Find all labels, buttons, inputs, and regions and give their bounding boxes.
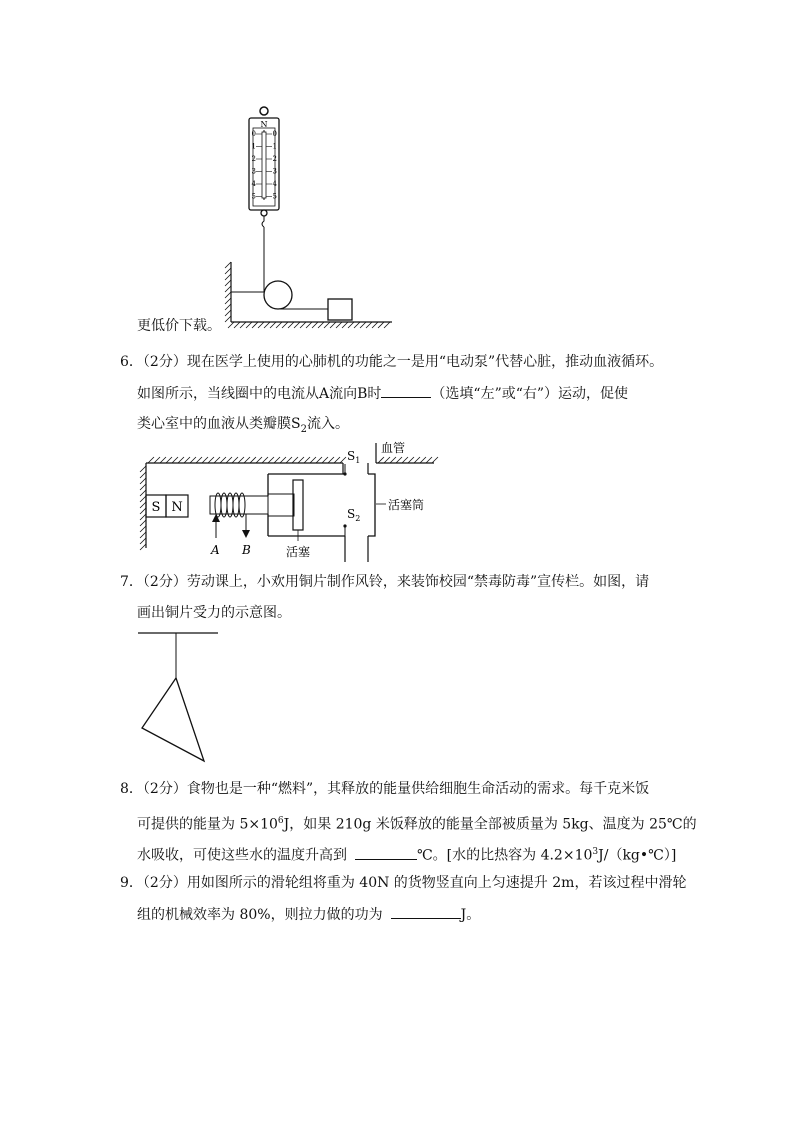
hatch-line xyxy=(372,322,378,328)
hatch-line xyxy=(228,322,234,328)
q9-line1: 9．（2分）用如图所示的滑轮组将重为 40N 的货物竖直向上匀速提升 2m，若该过程中滑轮 xyxy=(120,875,687,891)
hatch-line xyxy=(420,457,426,463)
pulley xyxy=(264,281,292,309)
hatch-line xyxy=(414,457,420,463)
scale-right-tick-label: 1 xyxy=(272,142,277,151)
hatch-line xyxy=(184,457,190,463)
scale-right-tick-label: 4 xyxy=(272,180,277,188)
hatch-line xyxy=(225,268,231,274)
hatch-line xyxy=(202,457,208,463)
q9-number: 9． xyxy=(120,875,143,891)
coil-turn xyxy=(221,493,227,517)
hatch-line xyxy=(246,322,252,328)
q6-points: （2分） xyxy=(142,354,187,370)
hatch-line xyxy=(334,457,340,463)
q6-line3: 类心室中的血液从类瓣膜$S_2$流入。 xyxy=(137,416,349,435)
q8-line1: 8．（2分）食物也是一种“燃料”，其释放的能量供给细胞生命活动的需求。每千克米饭 xyxy=(120,781,650,797)
hatch-line xyxy=(316,457,322,463)
hatch-line xyxy=(322,457,328,463)
magnet-s-label: S xyxy=(151,500,161,515)
label-vessel: 血管 xyxy=(381,441,406,455)
hatch-line xyxy=(342,322,348,328)
hatch-line xyxy=(160,457,166,463)
scale-right-tick-label: 2 xyxy=(272,155,277,163)
hatch-line xyxy=(262,457,268,463)
label-b: B xyxy=(242,543,251,557)
hatch-line xyxy=(178,457,184,463)
hatch-line xyxy=(408,457,414,463)
hatch-line xyxy=(258,322,264,328)
hatch-line xyxy=(190,457,196,463)
label-s1: $S_1$ xyxy=(347,449,361,465)
hatch-line xyxy=(140,502,146,508)
hatch-line xyxy=(390,457,396,463)
hatch-line xyxy=(154,457,160,463)
hatch-line xyxy=(288,322,294,328)
coil-turn xyxy=(239,493,245,517)
scale-left-tick-label: 3 xyxy=(251,167,256,176)
hatch-line xyxy=(140,520,146,526)
hatch-line xyxy=(312,322,318,328)
q8-line3: 水吸收，可使这些水的温度升高到 ℃。[水的比热容为 $4.2\times 10^3J/(kg•℃)$] xyxy=(137,842,676,866)
scale-unit-label: N xyxy=(260,120,268,129)
q9-points: （2分） xyxy=(142,875,187,891)
hatch-line xyxy=(378,457,384,463)
coil-turn xyxy=(227,493,233,517)
scale-right-tick-label: 3 xyxy=(272,167,277,176)
hatch-line xyxy=(282,322,288,328)
hatch-line xyxy=(378,322,384,328)
hatch-line xyxy=(348,322,354,328)
hatch-line xyxy=(172,457,178,463)
hatch-line xyxy=(232,457,238,463)
hatch-line xyxy=(300,322,306,328)
block xyxy=(328,299,352,320)
hatch-line xyxy=(225,304,231,310)
hatch-line xyxy=(276,322,282,328)
hatch-line xyxy=(274,457,280,463)
hatch-line xyxy=(336,322,342,328)
label-s2: $S_2$ xyxy=(347,507,361,523)
hatch-line xyxy=(225,286,231,292)
hatch-line xyxy=(220,457,226,463)
scale-right-tick-label: 5 xyxy=(272,192,277,201)
hatch-line xyxy=(330,322,336,328)
hatch-line xyxy=(384,322,390,328)
hatch-line xyxy=(140,514,146,520)
scale-left-tick-label: 5 xyxy=(251,192,256,201)
hatch-line xyxy=(225,280,231,286)
hatch-line xyxy=(310,457,316,463)
hatch-line xyxy=(240,322,246,328)
hatch-line xyxy=(140,484,146,490)
hatch-line xyxy=(384,457,390,463)
copper-wind-chime-figure xyxy=(138,630,228,765)
hatch-line xyxy=(208,457,214,463)
hatch-line xyxy=(238,457,244,463)
label-cylinder: 活塞筒 xyxy=(388,498,425,512)
hatch-line xyxy=(140,478,146,484)
spring-scale-figure xyxy=(220,100,400,330)
hatch-line xyxy=(225,310,231,316)
hatch-line xyxy=(256,457,262,463)
hatch-line xyxy=(140,490,146,496)
hatch-line xyxy=(328,457,334,463)
label-piston: 活塞 xyxy=(286,545,311,559)
hatch-line xyxy=(432,457,438,463)
q8-points: （2分） xyxy=(142,781,187,797)
hatch-line xyxy=(250,457,256,463)
hatch-line xyxy=(214,457,220,463)
q9-line2: 组的机械效率为 80%，则拉力做的功为 J。 xyxy=(137,904,480,925)
q7-number: 7． xyxy=(120,574,143,590)
hatch-line xyxy=(426,457,432,463)
electric-pump-figure xyxy=(138,438,438,563)
scale-left-tick-label: 4 xyxy=(251,180,256,188)
hatch-line xyxy=(402,457,408,463)
hatch-line xyxy=(140,538,146,544)
coil-turn xyxy=(233,493,239,517)
hatch-line xyxy=(396,457,402,463)
q7-points: （2分） xyxy=(142,574,187,590)
scale-right-tick-label: 0 xyxy=(272,130,277,138)
q6-answer-blank[interactable] xyxy=(381,383,431,398)
q8-line2: 可提供的能量为 $5\times 10^6J$，如果 210g 米饭释放的能量全部被质量为 5kg、温度为 25℃的 xyxy=(137,816,697,833)
hatch-line xyxy=(270,322,276,328)
magnet-n-label: N xyxy=(171,500,183,515)
hatch-line xyxy=(360,322,366,328)
scale-left-tick-label: 1 xyxy=(251,142,256,151)
label-a: A xyxy=(211,543,220,557)
hatch-line xyxy=(294,322,300,328)
hatch-line xyxy=(225,274,231,280)
hatch-line xyxy=(140,532,146,538)
hatch-line xyxy=(225,298,231,304)
hatch-line xyxy=(225,316,231,322)
q6-line2: 如图所示，当线圈中的电流从A流向B时 （选填“左”或“右”）运动，促使 xyxy=(137,383,628,404)
hatch-line xyxy=(225,262,231,268)
hatch-line xyxy=(148,457,154,463)
hatch-line xyxy=(304,457,310,463)
copper-plate xyxy=(142,678,204,761)
hatch-line xyxy=(286,457,292,463)
scale-left-tick-label: 0 xyxy=(251,130,256,138)
q7-line2: 画出铜片受力的示意图。 xyxy=(137,605,291,621)
hatch-line xyxy=(140,526,146,532)
hatch-line xyxy=(354,322,360,328)
scale-left-tick-label: 2 xyxy=(251,155,256,163)
q8-answer-blank[interactable] xyxy=(355,845,417,860)
hatch-line xyxy=(225,292,231,298)
hatch-line xyxy=(140,544,146,550)
hatch-line xyxy=(140,472,146,478)
hatch-line xyxy=(340,457,346,463)
hatch-line xyxy=(298,457,304,463)
hatch-line xyxy=(166,457,172,463)
q6-number: 6． xyxy=(120,354,143,370)
hatch-line xyxy=(140,466,146,472)
q8-number: 8． xyxy=(120,781,143,797)
hatch-line xyxy=(244,457,250,463)
coil-turn xyxy=(215,493,221,517)
hatch-line xyxy=(264,322,270,328)
hatch-line xyxy=(268,457,274,463)
hatch-line xyxy=(366,322,372,328)
hatch-line xyxy=(196,457,202,463)
q5-tail-text: 更低价下载。 xyxy=(137,318,221,334)
hatch-line xyxy=(140,508,146,514)
hatch-line xyxy=(234,322,240,328)
hatch-line xyxy=(252,322,258,328)
q9-answer-blank[interactable] xyxy=(391,904,461,919)
hatch-line xyxy=(324,322,330,328)
q7-line1: 7．（2分）劳动课上，小欢用铜片制作风铃，来装饰校园“禁毒防毒”宣传栏。如图，请 xyxy=(120,574,650,590)
hatch-line xyxy=(140,496,146,502)
hatch-line xyxy=(306,322,312,328)
hatch-line xyxy=(318,322,324,328)
hatch-line xyxy=(226,457,232,463)
hatch-line xyxy=(280,457,286,463)
hatch-line xyxy=(292,457,298,463)
q6-line1: 6．（2分）现在医学上使用的心肺机的功能之一是用“电动泵”代替心脏，推动血液循环。 xyxy=(120,354,664,370)
